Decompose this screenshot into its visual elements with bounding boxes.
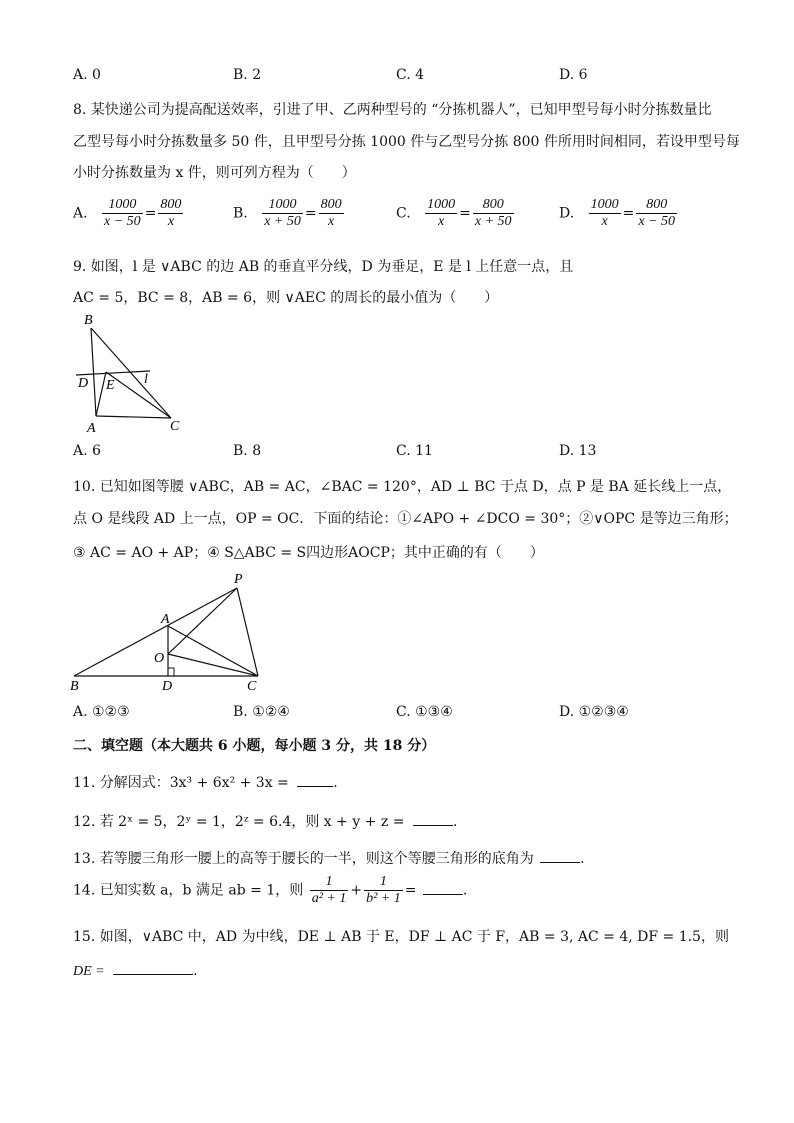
q14-fraction-2: $\frac{1}{\text{b² + 1}}$ xyxy=(366,874,401,906)
label-p: P xyxy=(234,572,243,587)
q11-end: . xyxy=(333,775,338,791)
segment-ac xyxy=(96,416,171,418)
q10-line-2: 点 O 是线段 AD 上一点，OP = OC．下面的结论：①∠APO + ∠DCO = 30°；②∨OPC 是等边三角形； xyxy=(73,511,738,527)
label-b: B xyxy=(70,679,79,694)
q9-option-a: A. 6 xyxy=(73,443,101,459)
q11-text: 11. 分解因式：3x³ + 6x² + 3x = xyxy=(73,775,289,791)
segment-ac xyxy=(168,626,258,676)
q8-line-3: 小时分拣数量为 x 件，则可列方程为（ ） xyxy=(73,165,356,181)
q7-option-b: B. 2 xyxy=(233,67,262,83)
section-2-heading: 二、填空题（本大题共 6 小题，每小题 3 分，共 18 分） xyxy=(73,738,436,754)
q15-answer-blank[interactable] xyxy=(113,962,193,975)
q8-line-1: 8. 某快递公司为提高配送效率，引进了甲、乙两种型号的 “分拣机器人”，已知甲型号每小时分拣数量比 xyxy=(73,102,712,118)
q7-option-a: A. 0 xyxy=(73,67,101,83)
q10-option-d: D. ①②③④ xyxy=(559,704,629,720)
label-a: A xyxy=(161,612,170,627)
q8-option-d: D. $\frac{1000}{x}$ = $\frac{800}{x - 50}$ xyxy=(559,197,676,229)
q15-line-1: 15. 如图，∨ABC 中，AD 为中线，DE ⊥ AB 于 E，DF ⊥ AC 于 F，AB = 3, AC = 4, DF = 1.5，则 xyxy=(73,929,729,945)
q15-line-2: DE = . xyxy=(73,963,198,979)
q9-line-2: AC = 5，BC = 8，AB = 6，则 ∨AEC 的周长的最小值为（ ） xyxy=(73,290,499,306)
label-b: B xyxy=(84,313,93,328)
label-d: D xyxy=(78,376,89,391)
label-e: E xyxy=(106,378,115,393)
q8-line-2: 乙型号每小时分拣数量多 50 件，且甲型号分拣 1000 件与乙型号分拣 800 件所用时间相同，若设甲型号每 xyxy=(73,134,740,150)
q7-option-d: D. 6 xyxy=(559,67,588,83)
q10-option-a: A. ①②③ xyxy=(73,704,130,720)
q9-option-b: B. 8 xyxy=(233,443,262,459)
q9-line-1: 9. 如图，l 是 ∨ABC 的边 AB 的垂直平分线，D 为垂足，E 是 l 上任意一点，且 xyxy=(73,259,574,275)
segment-op xyxy=(168,588,237,654)
q14-prefix: 14. 已知实数 a，b 满足 ab = 1，则 xyxy=(73,882,304,899)
q9-option-d: D. 13 xyxy=(559,443,597,459)
label-c: C xyxy=(247,679,257,694)
line-l xyxy=(76,371,150,375)
q12-answer-blank[interactable] xyxy=(413,813,453,826)
q14-answer-blank[interactable] xyxy=(423,882,463,895)
segment-ea xyxy=(96,372,106,416)
segment-pc xyxy=(237,588,258,676)
q7-option-c: C. 4 xyxy=(396,67,425,83)
q10-line-1: 10. 已知如图等腰 ∨ABC，AB = AC，∠BAC = 120°，AD ⊥ BC 于点 D，点 P 是 BA 延长线上一点， xyxy=(73,479,732,495)
q8-option-a: A. $\frac{1000}{x - 50}$ = $\frac{800}{x}$ xyxy=(73,197,182,229)
q10-line-3: ③ AC = AO + AP；④ S△ABC = S四边形AOCP；其中正确的有（ ） xyxy=(73,545,544,561)
q9-figure xyxy=(70,308,190,436)
right-angle-mark xyxy=(168,668,174,676)
q13-end: . xyxy=(580,851,585,867)
q9-option-c: C. 11 xyxy=(396,443,433,459)
q8-option-b: B. $\frac{1000}{x + 50}$ = $\frac{800}{x}$ xyxy=(233,197,342,229)
q10-figure xyxy=(66,568,276,694)
q11-answer-blank[interactable] xyxy=(297,774,333,787)
q8-option-c: C. $\frac{1000}{x}$ = $\frac{800}{x + 50}$ xyxy=(396,197,512,229)
q10-option-b: B. ①②④ xyxy=(233,704,290,720)
segment-ec xyxy=(106,372,171,418)
label-a: A xyxy=(87,421,96,436)
q12-text: 12. 若 2ˣ = 5，2ʸ = 1，2ᶻ = 6.4，则 x + y + z = xyxy=(73,814,405,830)
label-d: D xyxy=(162,679,173,694)
question-13 xyxy=(73,848,585,868)
q14-fraction-1: $\frac{1}{\text{a² + 1}}$ xyxy=(311,874,347,906)
q13-answer-blank[interactable] xyxy=(540,850,580,863)
segment-ba xyxy=(91,328,96,416)
q12-end: . xyxy=(452,814,458,830)
label-c: C xyxy=(170,419,180,434)
question-12 xyxy=(73,811,457,831)
q10-option-c: C. ①③④ xyxy=(396,704,453,720)
question-11 xyxy=(73,772,338,792)
label-l: l xyxy=(144,372,148,387)
q14-end: . xyxy=(462,882,468,899)
q13-text: 13. 若等腰三角形一腰上的高等于腰长的一半，则这个等腰三角形的底角为 xyxy=(73,851,534,867)
segment-oc xyxy=(168,654,258,676)
label-o: O xyxy=(154,651,165,666)
question-14: 14. 已知实数 a，b 满足 ab = 1，则 $\frac{1}{\text{a² + 1}}$ + $\frac{1}{\text{b² + 1}}$ = . xyxy=(73,874,468,906)
